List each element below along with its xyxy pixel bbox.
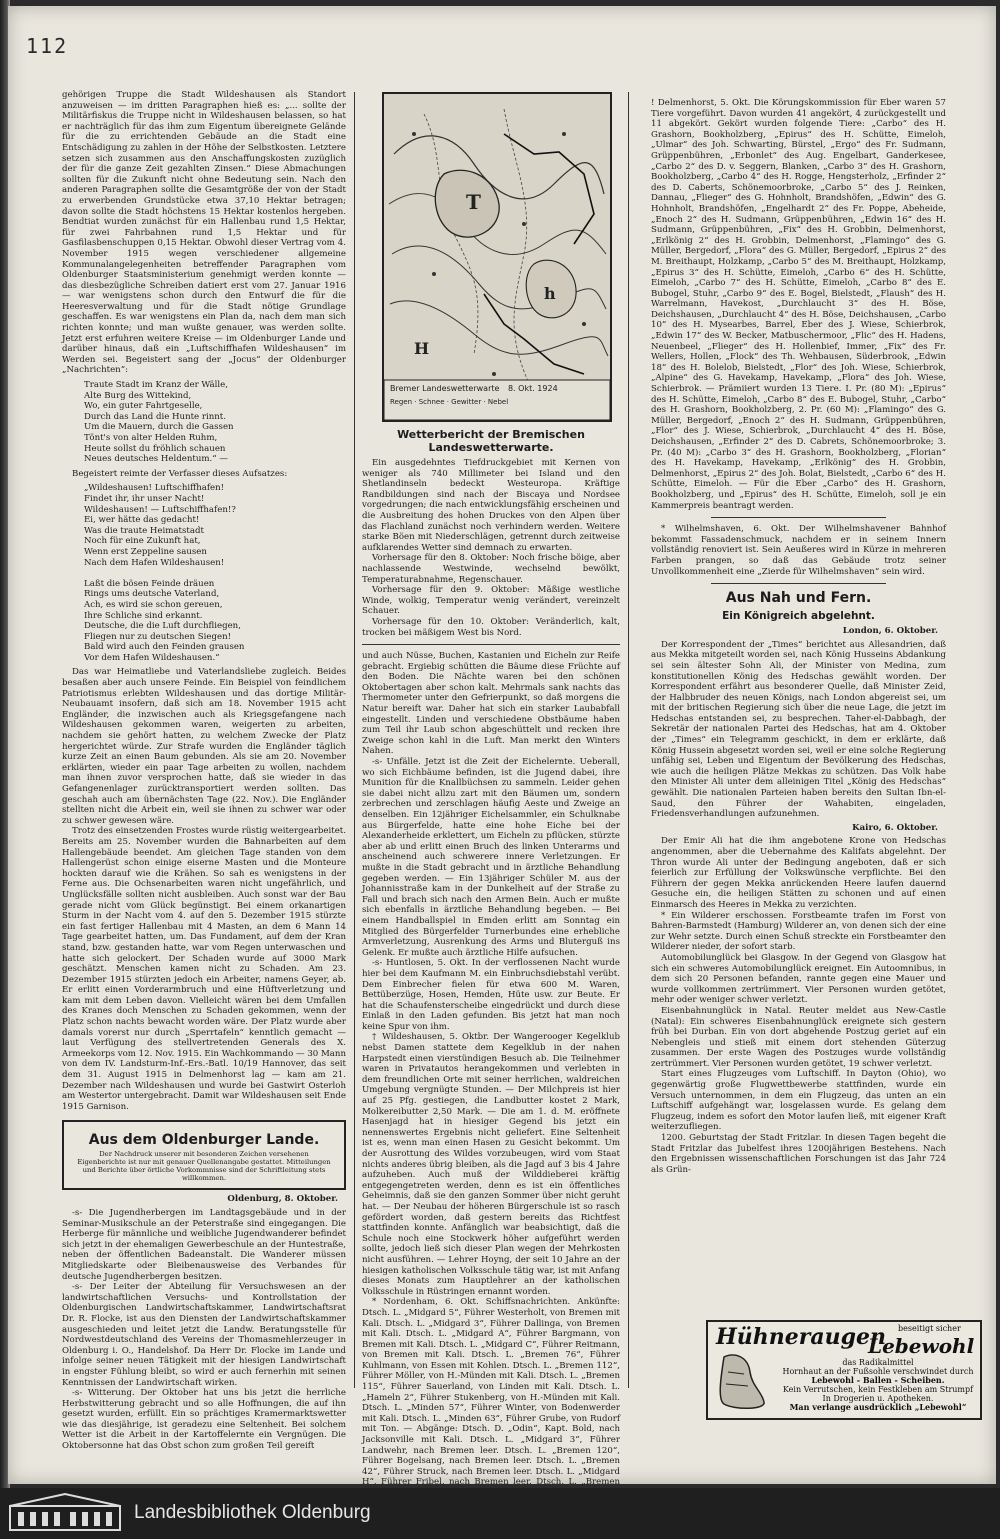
page-number: 112 [26,34,69,58]
article-intro: gehörigen Truppe die Stadt Wildeshausen als Standort anzuweisen — im dritten Paragraphen hieß es: „... sollte der Militärfiskus die Truppe nicht in Wildeshausen belassen, so hat er nachträglich für das ihm zum Eigentum übereignete Gelände für die zu errichtenden Gebäude an die Stadt eine Entschädigung zu zahlen in der Höhe der Selbstkosten. Letztere setzen sich zusammen aus den Anschaffungskosten zuzüglich der für die ganze Zeit gezahlten Zinsen.“ Diese Abmachungen sollten für die Zukunft nicht ohne Bedeutung sein. Nach den anderen Paragraphen sollte die Gesamtgröße der von der Stadt zu erwerbenden Grundstücke etwa 37,10 Hektar betragen; davon sollte die Stadt höchstens 15 Hektar kostenlos hergeben. Bendtiat wurden zunächst für ein Hallenbau rund 1,5 Hektar, für zwei Fahrbahnen rund 1,5 Hektar und für Gasfilasbenschuppen 0,15 Hektar. Obwohl dieser Vertrag vom 4. November 1915 wegen verschiedener allgemeine Kommunalangelegenheiten betreffender Paragraphen vom Oldenburger Staatsministerium genehmigt werden konnte — das diesbezügliche Schreiben datiert erst vom 27. Januar 1916 — war wenigstens schon durch den Entwurf die für die Heeresverwaltung und für die Stadt nötige Grundlage geschaffen. Es war wenigstens ein Plan da, nach dem man sich richten konnte; und man wußte genauer, was werden sollte. Jetzt erst erfuhren weitere Kreise — im Oldenburger Lande und darüber hinaus, daß ein „Luftschiffhafen Wildeshausen“ im Werden sei. Begeistert sang der „Jocus“ der Oldenburger „Nachrichten“: [62,90,346,376]
col3-p6: Automobilunglück bei Glasgow. In der Gegend von Glasgow hat sich ein schweres Automobilunglück ereignet. Ein Autoomnibus, in dem sich 20 Personen befanden, rannte gegen eine Mauer und wurde vollkommen zertrümmert. Vier Personen wurden getötet, mehr oder weniger schwer verletzt. [651,952,946,1006]
col3-p7: Eisenbahnunglück in Natal. Reuter meldet aus New-Castle (Natal): Ein schweres Eisenbahnunglück ereignete sich gestern früh bei Durban. Ein von dort abgehende Postzug geriet auf ein Nebengleis und stieß mit einem dort stehenden Güterzug zusammen. Der erste Wagen des Postzuges wurde vollständig zertrümmert. Vier Personen wurden getötet, 19 schwer verletzt. [651,1005,946,1069]
reprint-notice: Der Nachdruck unserer mit besonderen Zeichen versehenen Eigenberichte ist nur mit genauer Quellenangabe gestattet. Mitteilungen und Berichte über örtliche Vorkommnisse sind der Schriftleitung stets willkommen. [77,1150,331,1183]
col2-p1: und auch Nüsse, Buchen, Kastanien und Eicheln zur Reife gebracht. Ergiebig schütten die Bäume diese Früchte auf den Boden. Die Nächte waren bei den schönen Oktobertagen aber schon kalt. Mehrmals sank nachts das Thermometer unter den Gefrierpunkt, so daß morgens die Natur bereift war. Daher hat sich ein starker Laubabfall eingestellt. Linden und verschiedene Obstbäume haben zum Teil ihr Laub schon abgeschüttelt und recken ihre Zweige schon kahl in die Luft. Man merkt den Winters Nahen. [362,651,620,757]
column-3 [651,98,946,1175]
weather-p4: Vorhersage für den 10. Oktober: Veränderlich, kalt, trocken bei mäßigem West bis Nord. [362,616,620,638]
oldenburg-p3: -s- Witterung. Der Oktober hat uns bis jetzt die herrliche Herbstwitterung gebracht und so alle Hoffnungen, die auf ihn gesetzt wurden, erfüllt. Ein so prächtiges Kramermarktswetter wie das diesjährige, ist geradezu eine Seltenheit. Bei solchem Wetter ist die Arbeit in der Kartoffelernte ein Vergnügen. Die Oktobersonne hat das Obst schon zum großen Teil gereift [62,1388,346,1452]
ad-small: beseitigt sicher [898,1324,961,1333]
foot-illustration-icon [714,1352,770,1412]
map-caption: Bremer Landeswetterwarte [390,384,500,393]
ad-line-4: Kein Verrutschen, kein Festkleben am Strumpf [782,1385,974,1394]
weather-heading: Wetterbericht der Bremischen Landeswetterwarte. [397,428,585,454]
svg-text:H: H [414,339,430,358]
map-legend: Regen · Schnee · Gewitter · Nebel [390,398,509,406]
nah-fern-heading: Aus Nah und Fern. [725,590,872,607]
col3-p9: 1200. Geburtstag der Stadt Fritzlar. In diesen Tagen begeht die Stadt Fritzlar das Jubelfest ihres 1200jährigen Bestehens. Nach den Ergebnissen wissenschaftlichen Forschungen ist das Jahr 724 als Grün- [651,1133,946,1175]
col2-p5: * Nordenham, 6. Okt. Schiffsnachrichten. Ankünfte: Dtsch. L. „Midgard 5“, Führer Westerholt, von Bremen mit Kali. Dtsch. L. „Midgard 3“, Führer Dallinga, von Bremen mit Kali. Dtsch. L. „Midgard A“, Führer Bargmann, von Bremen mit Kali. Dtsch. L. „Midgard C“, Führer Reitmann, von Bremen mit Kali. Dtsch. L. „Bremen 76“, Führer Kuhlmann, von Essen mit Kohlen. Dtsch. L. „Bremen 112“, Führer Möller, von H.-Münden mit Kali. Dtsch. L. „Bremen 115“, Führer Sauerland, von Linden mit Kali. Dtsch. L. „Hameln 2“, Führer Stukenberg, von H.-Münden mit Kali. Dtsch. L. „Minden 57“, Führer Winter, von Bodenwerder mit Kali. Dtsch. L. „Minden 63“, Führer Grube, von Rudorf mit Ton. — Abgänge: Dtsch. D. „Odin“, Kapt. Bold, nach Jacksonville mit Kali. Dtsch. L. „Midgard 3“, Führer Landwehr, nach Bremen leer. Dtsch. L. „Bremen 120“, Führer Bogelsang, nach Bremen leer. Dtsch. L. „Bremen 42“, Führer Struck, nach Bremen leer. Dtsch. L. „Midgard H“, Führer Fribel, nach Bremen leer. Dtsch. L. „Bremen [362,1297,620,1488]
column-2 [362,424,620,1520]
weather-p1: Ein ausgedehntes Tiefdruckgebiet mit Kernen von weniger als 740 Millimeter bei Island und den Shetlandinseln bedeckt Westeuropa. Kräftige Randbildungen sind nach der Biscaya und Nordsee vorgedrungen; die nach entwicklungsfähig erscheinen und die Ausbreitung des hohen Druckes von den Alpen über das Flachland zunächst noch verhindern werden. Weitere starke Böen mit Niederschlägen, getrennt durch zeitweise aufklarendes Wetter sind demnach zu erwarten. [362,458,620,553]
koenigreich-heading: Ein Königreich abgelehnt. [722,610,875,623]
col3-p5: * Ein Wilderer erschossen. Forstbeamte trafen im Forst von Bahren-Barmstedt (Hamburg) Wilderer an, von denen sich der eine zur Wehr setzte. Durch einen Schuß streckte ein Forstbeamter den Wilderer nieder, der sofort starb. [651,910,946,953]
col3-p8: Start eines Flugzeuges vom Luftschiff. In Dayton (Ohio), wo gegenwärtig große Flugwettbewerbe stattfinden, wurde ein Versuch unternommen, in dem ein Flugzeug, das unten an ein Luftschiff aufgehängt war, losgelassen wurde. Es gelang dem Flugzeug, indem es sofort den Motor laufen ließ, mit eigener Kraft weiterzufliegen. [651,1069,946,1133]
library-footer [0,1488,1000,1539]
svg-text:h: h [544,284,556,303]
article-body-3: Trotz des einsetzenden Frostes wurde rüstig weitergearbeitet. Bereits am 25. November wurden die Bahnarbeiten auf dem Hallengebäude beendet. Am gleichen Tage standen von dem Hallengerüst schon einige eiserne Masten und die Monteure hockten darauf wie die Krähen. So sah es wenigstens in der Ferne aus. Die Ochsenarbeiten waren nicht ungefährlich, und Unglücksfälle sollten nicht ausbleiben. Auch sonst war der Bau gerade nicht vom Glück begünstigt. Bei einem orkanartigen Sturm in der Nacht vom 4. auf den 5. Dezember 1915 stürzte ein fast fertiger Hallenbau mit 4 Masten, an dem 6 Mann 14 Tage gearbeitet hatten, um. Das Fundament, auf dem der Kran stand, bzw. gestanden hatte, war vom Regen unterwaschen und hatte sich gelockert. Der Schaden wurde auf 3000 Mark geschätzt. Menschen kamen nicht zu Schaden. Am 23. Dezember 1915 stürzten jedoch ein Arbeiter, namens Geyer, ab. Er erlitt einen Vorderarmbruch und eine Hüftverletzung und kam mit dem Leben davon. Vielleicht wären bei dem Umfallen des Kranes doch Menschen zu Schaden gekommen, wenn der Platz schon nachts bewacht worden wäre. Der Platz wurde aber damals vorerst nur durch „Sperrtafeln“ kenntlich gemacht — laut Verfügung des stellvertretenden Generals des X. Armeekorps vom 12. Nov. 1915. Ein Wachkommando — 30 Mann von dem IV. Landsturm-Inf.-Ers.-Batl. 10/19 Hannover, das seit dem 31. August 1915 in Delmenhorst lag — kam am 21. Dezember nach Wildeshausen und wurde bei Gastwirt Osterloh am Westertor untergebracht. Damit war Wildeshausen seit Ende 1915 Garnison. [62,826,346,1112]
col2-p2: -s- Unfälle. Jetzt ist die Zeit der Eichelernte. Ueberall, wo sich Eichbäume befinden, ist die Jugend dabei, ihre Munition für die Knallbüchsen zu sammeln. Leider gehen sie dabei nicht allzu zart mit den Bäumen um, sondern zerbrechen und zerschlagen häufig Aeste und Zweige an denselben. Ein 12jähriger Eichelsammler, ein Schulknabe aus Bürgerfelde, hatte eine hohe Eiche bei der Alexanderheide erklettert, um Eicheln zu pflücken, stürzte aber ab und erlitt einen Bruch des linken Unterarms und anscheinend auch schwerere innere Verletzungen. Er mußte in die Stadt gebracht und in ärztliche Behandlung gegeben werden. — Ein 13jähriger Schüler M. aus der Johannisstraße kam in der Dunkelheit auf der Straße zu Fall und brach sich nach den Armen Bein. Auch er mußte sich ebenfalls in ärztliche Behandlung begeben. — Bei einem Handballspiel in Emden erlitt am Sonntag ein Mitglied des Bürgerfelder Turnerbundes eine erhebliche Armverletzung, Ausrenkung des Arms und Bluterguß ins Gelenk. Er mußte auch ärztliche Hilfe aufsuchen. [362,757,620,958]
library-name: Landesbibliothek Oldenburg [134,1502,371,1523]
london-dateline: London, 6. Oktober. [842,626,938,637]
poem-intro: Begeistert reimte der Verfasser dieses Aufsatzes: [72,468,288,479]
article-body-2: Das war Heimatliebe und Vaterlandsliebe zugleich. Beides besaßen aber auch unsere Feinde. Ein Beispiel von feindlichem Patriotismus erlebten Wildeshausen und das dortige Militär-Neubauamt insofern, daß sich am 18. November 1915 acht Engländer, die inzwischen auch als Kriegsgefangene nach Wildeshausen gekommen waren, weigerten zu arbeiten, nachdem sie gehört hatten, zu welchem Zwecke der Platz hergerichtet würde. Zur Strafe wurden die Engländer täglich kurze Zeit an einen Baum gebunden. Als sie am 20. November erklärten, wieder ein paar Tage arbeiten zu wollen, nachdem man ihnen zuvor versprochen hatte, daß sie wieder in das Gefangenenlager zurücktransportiert werden sollten. Das geschah auch am übernächsten Tage (22. Nov.). Die Engländer stellten nicht die Arbeit ein, weil sie ihnen zu schwer war oder zu schwer gewesen wäre. [62,667,346,826]
advertisement-lebewohl [706,1320,982,1420]
library-logo-icon [6,1490,124,1534]
col2-p4: † Wildeshausen, 5. Oktbr. Der Wangerooger Kegelklub nebst Damen stattete dem Kegelklub in der nahen Harpstedt einen vierstündigen Besuch ab. Die Teilnehmer waren in Privatautos herangekommen und verlebten in dem freundlichen Orte mit seiner herrlichen, waldreichen Umgebung vergnügte Stunden. — Der Milchpreis ist hier auf 25 Pfg. gestiegen, die Landbutter kostet 2 Mark, Molkereibutter 2,50 Mark. — Die am 1. d. M. eröffnete Hasenjagd hat in hiesiger Gegend bis jetzt ein nennenswertes Ergebnis nicht geliefert. Eine Seltenheit ist es, wenn man einen Hasen zu Gesicht bekommt. Um der Ausrottung des Wildes vorzubeugen, wird vom Staat nichts anderes übrig bleiben, als die Jagd auf 3 bis 4 Jahre aufzuheben. Auch muß der Wilddieberei kräftig entgegengetreten werden, denn es ist ein öffentliches Geheimnis, daß sie den ganzen Sommer über nicht geruht hat. — Der Neubau der höheren Bürgerschule ist so rasch gefördert worden, daß gestern bereits das Richtfest stattfinden konnte. Anfänglich war beabsichtigt, daß die Schule noch eine Stockwerk höher aufgeführt werden sollte, jedoch ließ sich dieser Plan wegen der Mehrkosten nicht ausführen. — Lehrer Hoyng, der seit 10 Jahre an der hiesigen katholischen Volksschule tätig war, ist mit Anfang dieses Monats zum Hauptlehrer an der katholischen Volksschule in Rüstringen ernannt worden. [362,1032,620,1297]
oldenburg-p1: -s- Die Jugendherbergen im Landtagsgebäude und in der Seminar-Musikschule an der Peterstraße sind eingegangen. Die Herberge für männliche und weibliche Jugendwanderer befindet sich jetzt in der ehemaligen Gewerbeschule an der Huntestraße, neben der öffentlichen Badeanstalt. Die Wanderer müssen Mitgliedskarte oder Bleibenausweise des Verbandes für deutsche Jugendherbergen besitzen. [62,1208,346,1282]
kairo-dateline: Kairo, 6. Oktober. [852,822,938,833]
poem-2: „Wildeshausen! Luftschiffhafen! Findet ihr, ihr unser Nacht! Wildeshausen! — Luftschiffhafen!? Ei, wer hätte das gedacht! Was die traute Heimatstadt Noch für eine Zukunft hat, Wenn erst Zeppeline sausen Nach dem Hafen Wildeshausen! Laßt die bösen Feinde dräuen Rings ums deutsche Vaterland, Ach, es wird sie schon gereuen, Ihre Schliche sind erkannt. Deutsche, die die Luft durchfliegen, Fliegen nur zu deutschen Siegen! Bald wird auch den Feinden grausen Vor dem Hafen Wildeshausen.“ [84,483,245,663]
ad-line-6: Man verlange ausdrücklich „Lebewohl“ [789,1402,967,1412]
col3-p4: Der Emir Ali hat die ihm angebotene Krone von Hedschas angenommen, aber die Uebernahme des Kalifats abgelehnt. Der Thron wurde Ali unter der Bedingung angeboten, daß er sich feierlich zur Erfüllung der Volkswünsche verpflichte. Bei den Führern der gegen Mekka anrückenden Heere laufen dauernd Gesuche ein, die heiligen Stätten zu schonen und auf einen Einmarsch des Heeres in Mekka zu verzichten. [651,836,946,910]
col3-p1: ! Delmenhorst, 5. Okt. Die Körungskommission für Eber waren 57 Tiere vorgeführt. Davon wurden 41 angekört, 4 zurückgestellt und 11 abgekört. Gekört wurden folgende Tiere: „Carbo“ des H. Grashorn, Bookholzberg, „Epirus“ des H. Schütte, Eimeloh, „Ulmar“ des Joh. Schwarting, Bürstel, „Ergo“ des Fr. Sudmann, Grüppenbühren, „Erbonlet“ des Aug. Engelbart, Ganderkesee, „Carbo 2“ des D. v. Seggern, Blanken, „Carbo 3“ des H. Grashorn, Bookholzberg, „Carbo 4“ des H. Rogge, Hengsterholz, „Erfinder 2“ des D. Caberts, Schönemoorbroke, „Carbo 5“ des J. Reinken, Dannau, „Flieger“ des G. Hohnholt, Brandshöfen, „Edwin“ des G. Hohnholt, Brandshöfen, „Engelhardt 2“ des Fr. Poppe, Abeheide, „Enoch 2“ des H. Sudmann, Grüppenbühren, „Edwin 16“ des H. Sudmann, Grüppenbühren, „Fix“ des H. Grobbin, Delmenhorst, „Erlkönig 2“ des H. Grobbin, Delmenhorst, „Flamingo“ des G. Müller, Bergedorf, „Flora“ des G. Müller, Bergedorf, „Epirus 2“ des M. Breithaupt, Holzkamp, „Carbo 5“ des M. Breithaupt, Holzkamp, „Epirus 3“ des H. Schütte, Eimeloh, „Carbo 6“ des H. Schütte, Eimeloh, „Carbo 7“ des H. Schütte, Eimeloh, „Carbo 8“ des E. Bubogel, Stuhr, „Carbo 9“ des E. Bogel, Bielstedt, „Flaush“ des H. Warrelmann, Havekost, „Durchlaucht 3“ des H. Böse, Deichshausen, „Durchlaucht 4“ des H. Böse, Deichshausen, „Carbo 10“ des H. Mysearbes, Barrel, Eber des J. Wiese, Schierbrok, „Edwin 17“ des W. Becker, Matbuschermoor, „Flic“ des H. Hadens, Neuenbeel, „Flieger“ des H. Hollenbief, Immer, „Fix“ des Fr. Wellers, Hollen, „Flock“ des Th. Wehbausen, Süderbrook, „Edwin 18“ des H. Bolelob, Bielstedt, „Flor“ des Joh. Wiese, Schierbrok, „Alpine“ des G. Havekamp, Havekamp, „Flora“ des Joh. Wiese, Schierbrok. — Prämiiert wurden 13 Tiere. I. Pr. (80 M): „Epirus“ des H. Schütte, Eimeloh, „Carbo 8“ des E. Bubogel, Stuhr, „Carbo“ des H. Grashorn, Bookholzberg, 2. Pr. (60 M): „Flamingo“ des G. Müller, Bergedorf, „Enoch 2“ des H. Sudmann, Grüppenbühren, „Flor“ des J. Wiese, Schierbrok, „Durchlaucht 4“ des H. Böse, Deichshausen, „Erfinder 2“ des D. Cabrets, Schönemoorbroke; 3. Pr. (40 M): „Carbo 3“ des H. Grashorn, Bookholzberg, „Florian“ des H. Havekamp, Havekamp, „Erlkönig“ des H. Grobbin, Delmenhorst, „Epirus 2“ des Joh. Bolat, Bielstedt, „Carbo 6“ des H. Schütte, Eimeloh. — Für die Eber „Carbo“ des H. Grashorn, Bookholzberg, und „Epirus“ des H. Schütte, Eimeloh, soll je ein Kammerpreis beantragt werden. [651,98,946,511]
weather-p2: Vorhersage für den 8. Oktober: Noch frische böige, aber nachlassende Westwinde, wechselnd bewölkt, Temperaturabnahme, Regenschauer. [362,553,620,585]
ad-line-2: Hornhaut an der Fußsohle verschwindet durch [782,1367,974,1376]
col2-p3: -s- Huntlosen, 5. Okt. In der verflossenen Nacht wurde hier bei dem Kaufmann M. ein Einbruchsdiebstahl verübt. Dem Einbrecher fielen für etwa 600 M. Waren, Bettüberzüge, Hosen, Hemden, Hüte usw. zur Beute. Er hat die Schaufensterscheibe eingedrückt und durch diese Einlaß in den Laden gefunden. Bis jetzt hat man noch keine Spur von ihm. [362,958,620,1032]
ad-brand: Lebewohl [868,1334,975,1358]
oldenburg-dateline: Oldenburg, 8. Oktober. [227,1194,338,1205]
oldenburg-heading: Aus dem Oldenburger Lande. [88,1132,320,1149]
ad-line-3: Lebewohl - Ballen - Scheiben. [811,1375,945,1385]
ad-line-1: das Radikalmittel [842,1358,914,1367]
svg-text:T: T [466,190,481,214]
weather-map-graphic [384,94,610,420]
column-rule-2 [628,92,629,1388]
ad-line-5: In Drogerien u. Apotheken. [822,1394,934,1403]
column-rule-1 [354,92,355,1388]
weather-p3: Vorhersage für den 9. Oktober: Mäßige westliche Winde, wolkig, Temperatur wenig verändert, vereinzelt Schauer. [362,585,620,617]
weather-map [382,92,612,422]
col3-p2: * Wilhelmshaven, 6. Okt. Der Wilhelmshavener Bahnhof bekommt Fassadenschmuck, nachdem er in seinem Innern vollständig renoviert ist. Sein Aeußeres wird in Kürze in mehreren Farben prangen, so daß das Gebäude trotz seiner Unvollkommenheit eine „Zierde für Wilhelmshaven“ sein wird. [651,524,946,577]
col3-p3: Der Korrespondent der „Times“ berichtet aus Allesandrien, daß aus Mekka mitgeteilt worden sei, nach König Husseins Abdankung sei sein ältester Sohn Ali, der Minister von Medina, zum konstitutionellen König des Hedschas gewählt worden. Der Korrespondent erfährt aus besonderer Quelle, daß Minister Zeid, der Halbbruder des neuen Königs, nach London abgereist sei, um mit der britischen Regierung sich über die neue Lage, die jetzt im Hedschas entstanden sei, zu besprechen. Taher-el-Dabbagh, der Sekretär der nationalen Partei des Hedschas, hat am 4. Oktober der „Times“ ein Telegramm geschickt, in dem er erklärte, daß König Hussein abgesetzt worden sei, weil er eine solche Regierung unfähig sei, Leben und Eigentum der Bevölkerung des Hedschas, wie auch die heiligen Plätze Mekkas zu schützen. Das Volk habe den Minister Ali unter dem alleinigen Titel „König des Hedschas“ gewählt. Die nationalen Parteien haben bereits den Sultan Ibn-el-Saud, den Führer der Wahabiten, eingeladen, Friedensverhandlungen aufzunehmen. [651,639,946,820]
map-date: 8. Okt. 1924 [507,384,558,393]
weather-separator [362,644,620,645]
column-1 [62,90,346,1452]
ad-title: Hühneraugen [716,1324,886,1350]
oldenburg-p2: -s- Der Leiter der Abteilung für Versuchswesen an der landwirtschaftlichen Versuchs- und Kontrollstation der Oldenburgischen Landwirtschaftskammer, Landwirtschaftsrat Dr. R. Flocke, ist aus den Diensten der Landwirtschaftskammer ausgeschieden und leitet jetzt die Landw. Beratungsstelle für Nordwestdeutschland des Vereins der Thomasmehlerzeuger in Oldenburg i. O., Handelshof. Da Herr Dr. Flocke im Lande und infolge seiner neuen Tätigkeit mit der hiesigen Landwirtschaft in engster Fühlung bleibt, so wird er auch fernerhin mit seinen Kenntnissen der Landwirtschaft wirken. [62,1282,346,1388]
poem-1: Traute Stadt im Kranz der Wälle, Alte Burg des Wittekind, Wo, ein guter Fahrtgeselle, Durch das Land die Hunte rinnt. Um die Mauern, durch die Gassen Tönt's von alter Helden Ruhm, Heute sollst du fröhlich schauen Neues deutsches Heldentum.“ — [84,380,234,465]
oldenburg-header-box [62,1120,346,1190]
col3-separator [711,517,886,518]
col3-separator-2 [711,583,886,584]
